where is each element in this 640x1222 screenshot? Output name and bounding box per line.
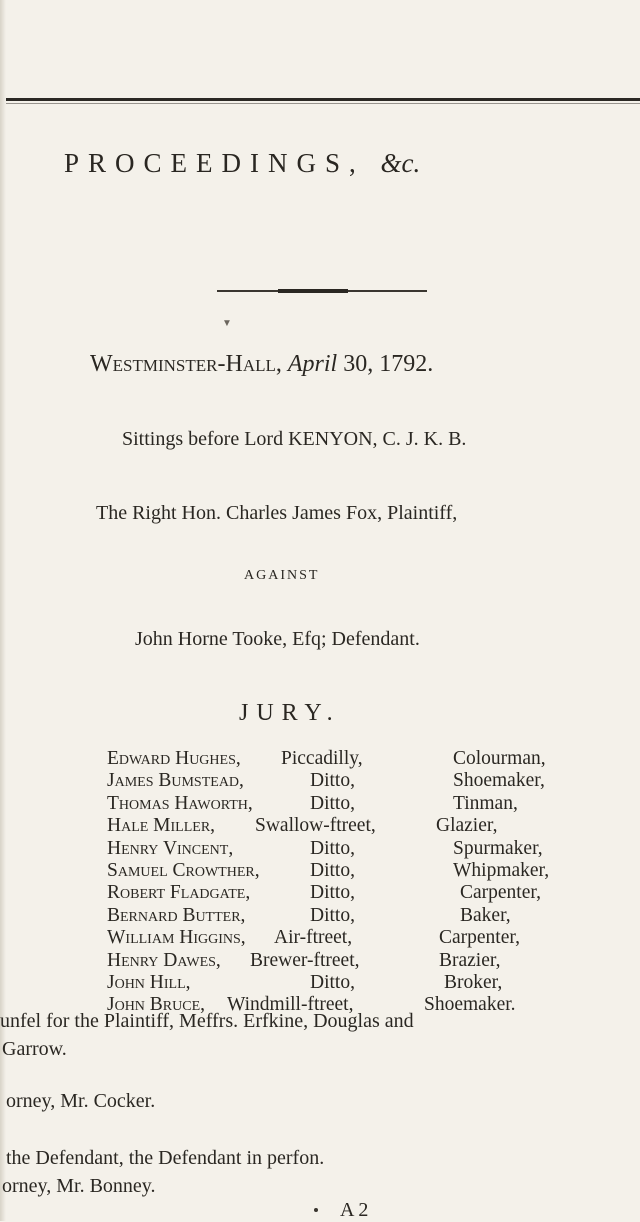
juror-name: Hale Miller, [107,815,216,837]
place-date-line [90,351,433,378]
plaintiff-line: The Right Hon. Charles James Fox, Plaintiff, [96,502,458,524]
ornament-mark: ▼ [222,318,232,329]
juror-name: John Hill, [107,971,191,993]
juror-name: Robert Fladgate, [107,882,251,904]
juror-address: Ditto, [310,859,355,881]
juror-name: Thomas Haworth, [107,792,253,814]
juror-name: William Higgins, [107,927,246,949]
juror-name: Henry Dawes, [107,949,221,971]
juror-trade: Brazier, [439,949,501,971]
against-label: AGAINST [244,568,320,583]
top-rule-thin [6,103,640,104]
juror-trade: Carpenter, [439,927,520,949]
jury-title: JURY. [239,700,341,726]
juror-name: Bernard Butter, [107,904,246,926]
juror-trade: Shoemaker, [453,770,545,792]
juror-name: James Bumstead, [107,770,244,792]
counsel-plaintiff-line: unfel for the Plaintiff, Meffrs. Erfkine, Douglas and [0,1010,414,1032]
speck [314,1208,318,1212]
juror-trade: Tinman, [453,792,518,814]
juror-address: Ditto, [310,792,355,814]
defendant-line: John Horne Tooke, Efq; Defendant. [135,628,420,650]
juror-address: Swallow-ftreet, [255,815,376,837]
juror-address: Windmill-ftreet, [227,994,354,1016]
heading-main: PROCEEDINGS, [64,148,365,178]
page-heading [64,148,420,179]
date-month: April [287,351,338,377]
juror-address: Ditto, [310,837,355,859]
juror-address: Piccadilly, [281,748,363,769]
juror-address: Ditto, [310,882,355,904]
juror-trade: Baker, [460,904,511,926]
attorney-plaintiff-line: orney, Mr. Cocker. [6,1090,156,1112]
juror-name: Henry Vincent, [107,837,234,859]
signature-mark: A 2 [340,1199,369,1221]
juror-trade: Spurmaker, [453,837,543,859]
juror-trade: Whipmaker, [453,859,550,881]
top-rule [6,98,640,101]
juror-name: Samuel Crowther, [107,859,260,881]
attorney-defendant-line: orney, Mr. Bonney. [2,1175,156,1197]
juror-name: John Bruce, [107,994,206,1016]
juror-name: Edward Hughes, [107,748,241,769]
juror-address: Air-ftreet, [274,927,353,949]
juror-address: Ditto, [310,971,355,993]
counsel-defendant-line: the Defendant, the Defendant in perfon. [6,1147,325,1169]
juror-trade: Shoemaker. [424,994,516,1016]
counsel-plaintiff-line-cont: Garrow. [2,1038,67,1060]
heading-etc: &c. [380,148,421,178]
venue: Westminster-Hall, [90,351,282,377]
juror-address: Brewer-ftreet, [250,949,360,971]
date-rest: 30, 1792. [343,351,434,377]
juror-address: Ditto, [310,904,355,926]
juror-address: Ditto, [310,770,355,792]
juror-trade: Glazier, [436,815,498,837]
juror-trade: Carpenter, [460,882,541,904]
ornamental-rule-center [278,289,348,293]
juror-trade: Broker, [444,971,503,993]
sittings-line: Sittings before Lord KENYON, C. J. K. B. [122,428,467,450]
juror-trade: Colourman, [453,748,546,769]
